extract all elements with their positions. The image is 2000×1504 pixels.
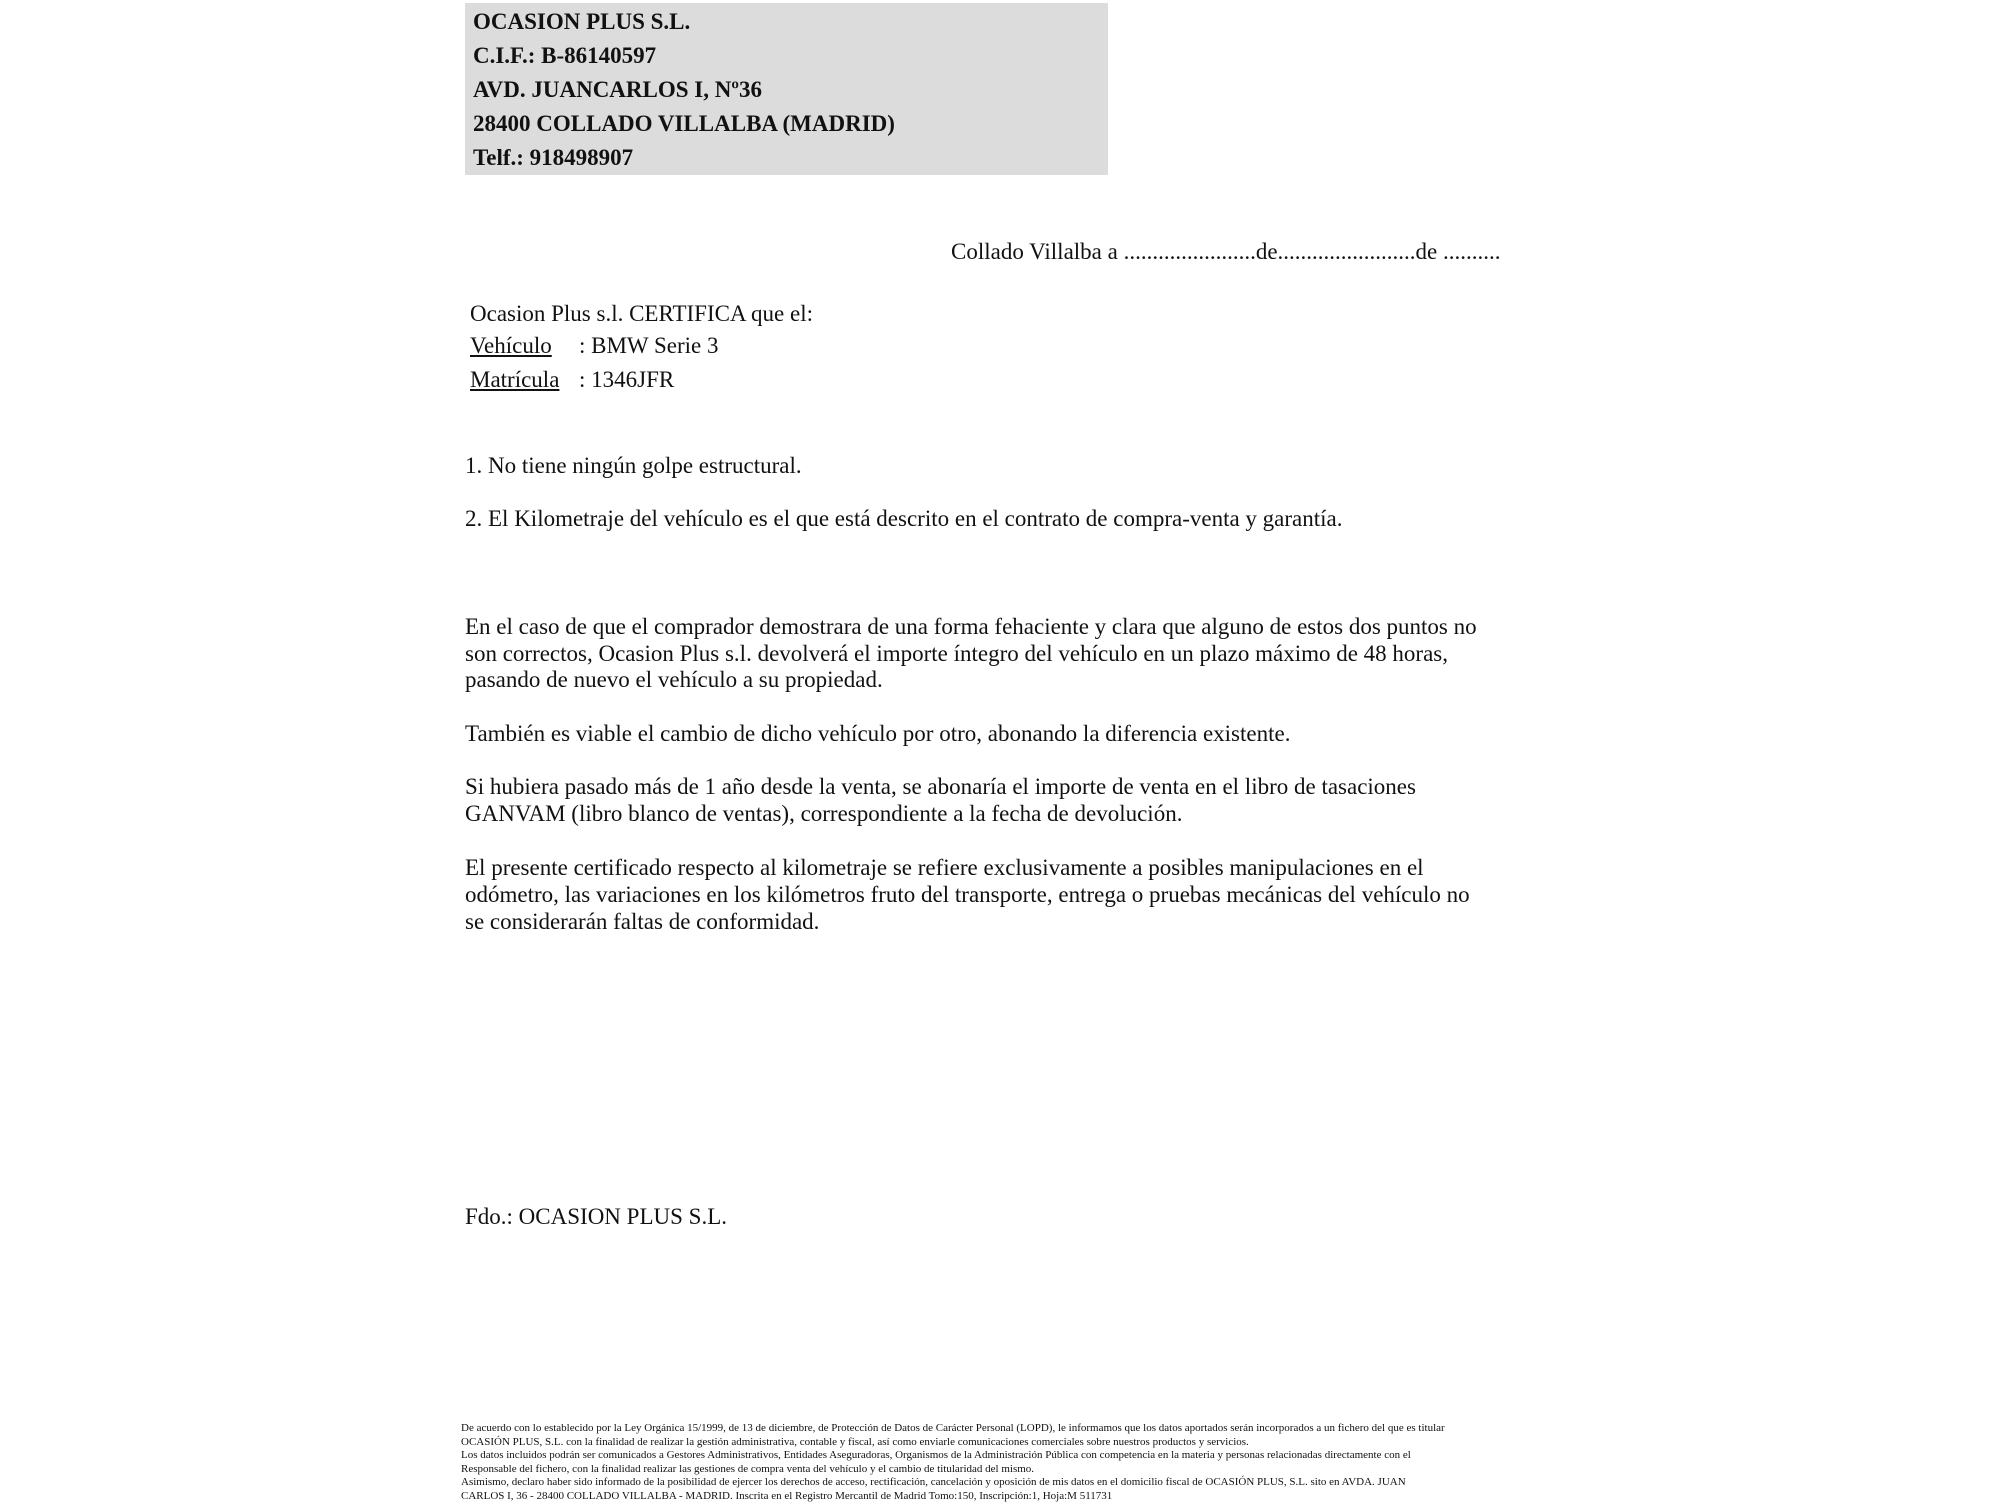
- legal-footer: [461, 1422, 1445, 1504]
- paragraph-ganvam-line-1: Si hubiera pasado más de 1 año desde la venta, se abonaría el importe de venta en el libro de tasaciones: [465, 774, 1416, 799]
- plate-label: Matrícula: [470, 367, 560, 392]
- paragraph-refund-line-3: pasando de nuevo el vehículo a su propiedad.: [465, 667, 883, 692]
- footer-line: OCASIÓN PLUS, S.L. con la finalidad de realizar la gestión administrativa, contable y fiscal, así como enviarle comunicaciones comerciales sobre nuestros productos y servicios.: [461, 1435, 1249, 1448]
- footer-line: De acuerdo con lo establecido por la Ley Orgánica 15/1999, de 13 de diciembre, de Protección de Datos de Carácter Personal (LOPD), le informamos que los datos aportados serán incorporados a un fichero del que es titular: [461, 1422, 1445, 1434]
- paragraph-odometer-line-2: odómetro, las variaciones en los kilómetros fruto del transporte, entrega o pruebas mecánicas del vehículo no: [465, 882, 1470, 907]
- paragraph-refund-line-1: En el caso de que el comprador demostrara de una forma fehaciente y clara que alguno de estos dos puntos no: [465, 614, 1477, 639]
- plate-value: : 1346JFR: [579, 367, 675, 392]
- vehicle-label: Vehículo: [470, 333, 552, 358]
- company-address: AVD. JUANCARLOS I, Nº36: [473, 77, 762, 102]
- footer-line: Los datos incluidos podrán ser comunicados a Gestores Administrativos, Entidades Aseguradoras, Organismos de la Administración Pública con competencia en la materia y personas relacionadas directamente con el: [461, 1449, 1411, 1462]
- certifies-line: Ocasion Plus s.l. CERTIFICA que el:: [470, 301, 813, 326]
- footer-line: Asimismo, declaro haber sido informado de la posibilidad de ejercer los derechos de acceso, rectificación, cancelación y oposición de mis datos en el domicilio fiscal de OCASIÓN PLUS, S.L. sito en AVDA. JUAN: [461, 1476, 1406, 1489]
- company-header-box: [465, 3, 1108, 175]
- company-city: 28400 COLLADO VILLALBA (MADRID): [473, 111, 895, 136]
- point-1: 1. No tiene ningún golpe estructural.: [465, 453, 802, 478]
- footer-line: Responsable del fichero, con la finalidad realizar las gestiones de compra venta del vehículo y el cambio de titularidad del mismo.: [461, 1462, 1035, 1475]
- footer-line: CARLOS I, 36 - 28400 COLLADO VILLALBA - MADRID. Inscrita en el Registro Mercantil de Madrid Tomo:150, Inscripción:1, Hoja:M 511731: [461, 1489, 1113, 1502]
- paragraph-refund-line-2: son correctos, Ocasion Plus s.l. devolverá el importe íntegro del vehículo en un plazo máximo de 48 horas,: [465, 641, 1449, 666]
- paragraph-odometer-line-3: se considerarán faltas de conformidad.: [465, 909, 820, 934]
- date-line: Collado Villalba a .......................de........................de ..........: [951, 239, 1501, 264]
- company-phone: Telf.: 918498907: [473, 145, 634, 170]
- company-cif: C.I.F.: B-86140597: [473, 43, 657, 68]
- vehicle-value: : BMW Serie 3: [579, 333, 719, 358]
- point-2: 2. El Kilometraje del vehículo es el que está descrito en el contrato de compra-venta y garantía.: [465, 506, 1343, 531]
- paragraph-odometer-line-1: El presente certificado respecto al kilometraje se refiere exclusivamente a posibles manipulaciones en el: [465, 855, 1424, 880]
- paragraph-exchange: También es viable el cambio de dicho vehículo por otro, abonando la diferencia existente.: [465, 721, 1291, 746]
- paragraph-ganvam-line-2: GANVAM (libro blanco de ventas), correspondiente a la fecha de devolución.: [465, 801, 1183, 826]
- signature: Fdo.: OCASION PLUS S.L.: [465, 1204, 727, 1229]
- company-name: OCASION PLUS S.L.: [473, 9, 691, 34]
